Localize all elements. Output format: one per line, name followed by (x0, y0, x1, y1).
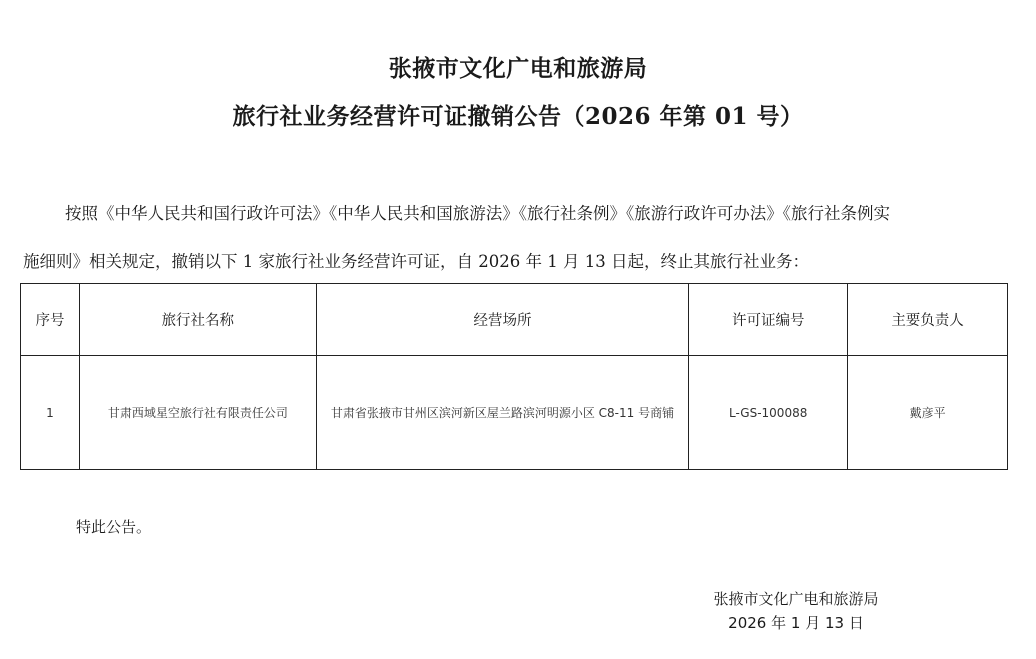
header-business-premises: 经营场所 (316, 284, 689, 356)
closing-remark: 特此公告。 (76, 518, 152, 536)
header-agency-name: 旅行社名称 (79, 284, 316, 356)
notice-paragraph-line-2: 施细则》相关规定，撤销以下 1 家旅行社业务经营许可证，自 2026 年 1 月 13 日起，终止其旅行社业务： (23, 252, 809, 271)
table-row (21, 356, 1008, 470)
revocation-table (20, 283, 1008, 470)
header-license-number: 许可证编号 (689, 284, 848, 356)
cell-serial-number: 1 (21, 356, 80, 470)
table-header-row (21, 284, 1008, 356)
signature-organization: 张掖市文化广电和旅游局 (713, 590, 879, 608)
signature-date: 2026 年 1 月 13 日 (728, 614, 864, 632)
notice-paragraph-line-1: 按照《中华人民共和国行政许可法》《中华人民共和国旅游法》《旅行社条例》《旅游行政许可办法》《旅行社条例实 (65, 204, 890, 223)
issuing-organization-heading: 张掖市文化广电和旅游局 (388, 55, 648, 82)
header-serial-number: 序号 (21, 284, 80, 356)
cell-agency-name: 甘肃西域星空旅行社有限责任公司 (79, 356, 316, 470)
cell-business-premises: 甘肃省张掖市甘州区滨河新区屋兰路滨河明源小区 C8-11 号商铺 (316, 356, 689, 470)
cell-license-number: L-GS-100088 (689, 356, 848, 470)
notice-title: 旅行社业务经营许可证撤销公告（2026 年第 01 号） (232, 103, 804, 130)
header-principal-person: 主要负责人 (848, 284, 1008, 356)
cell-principal-person: 戴彦平 (848, 356, 1008, 470)
